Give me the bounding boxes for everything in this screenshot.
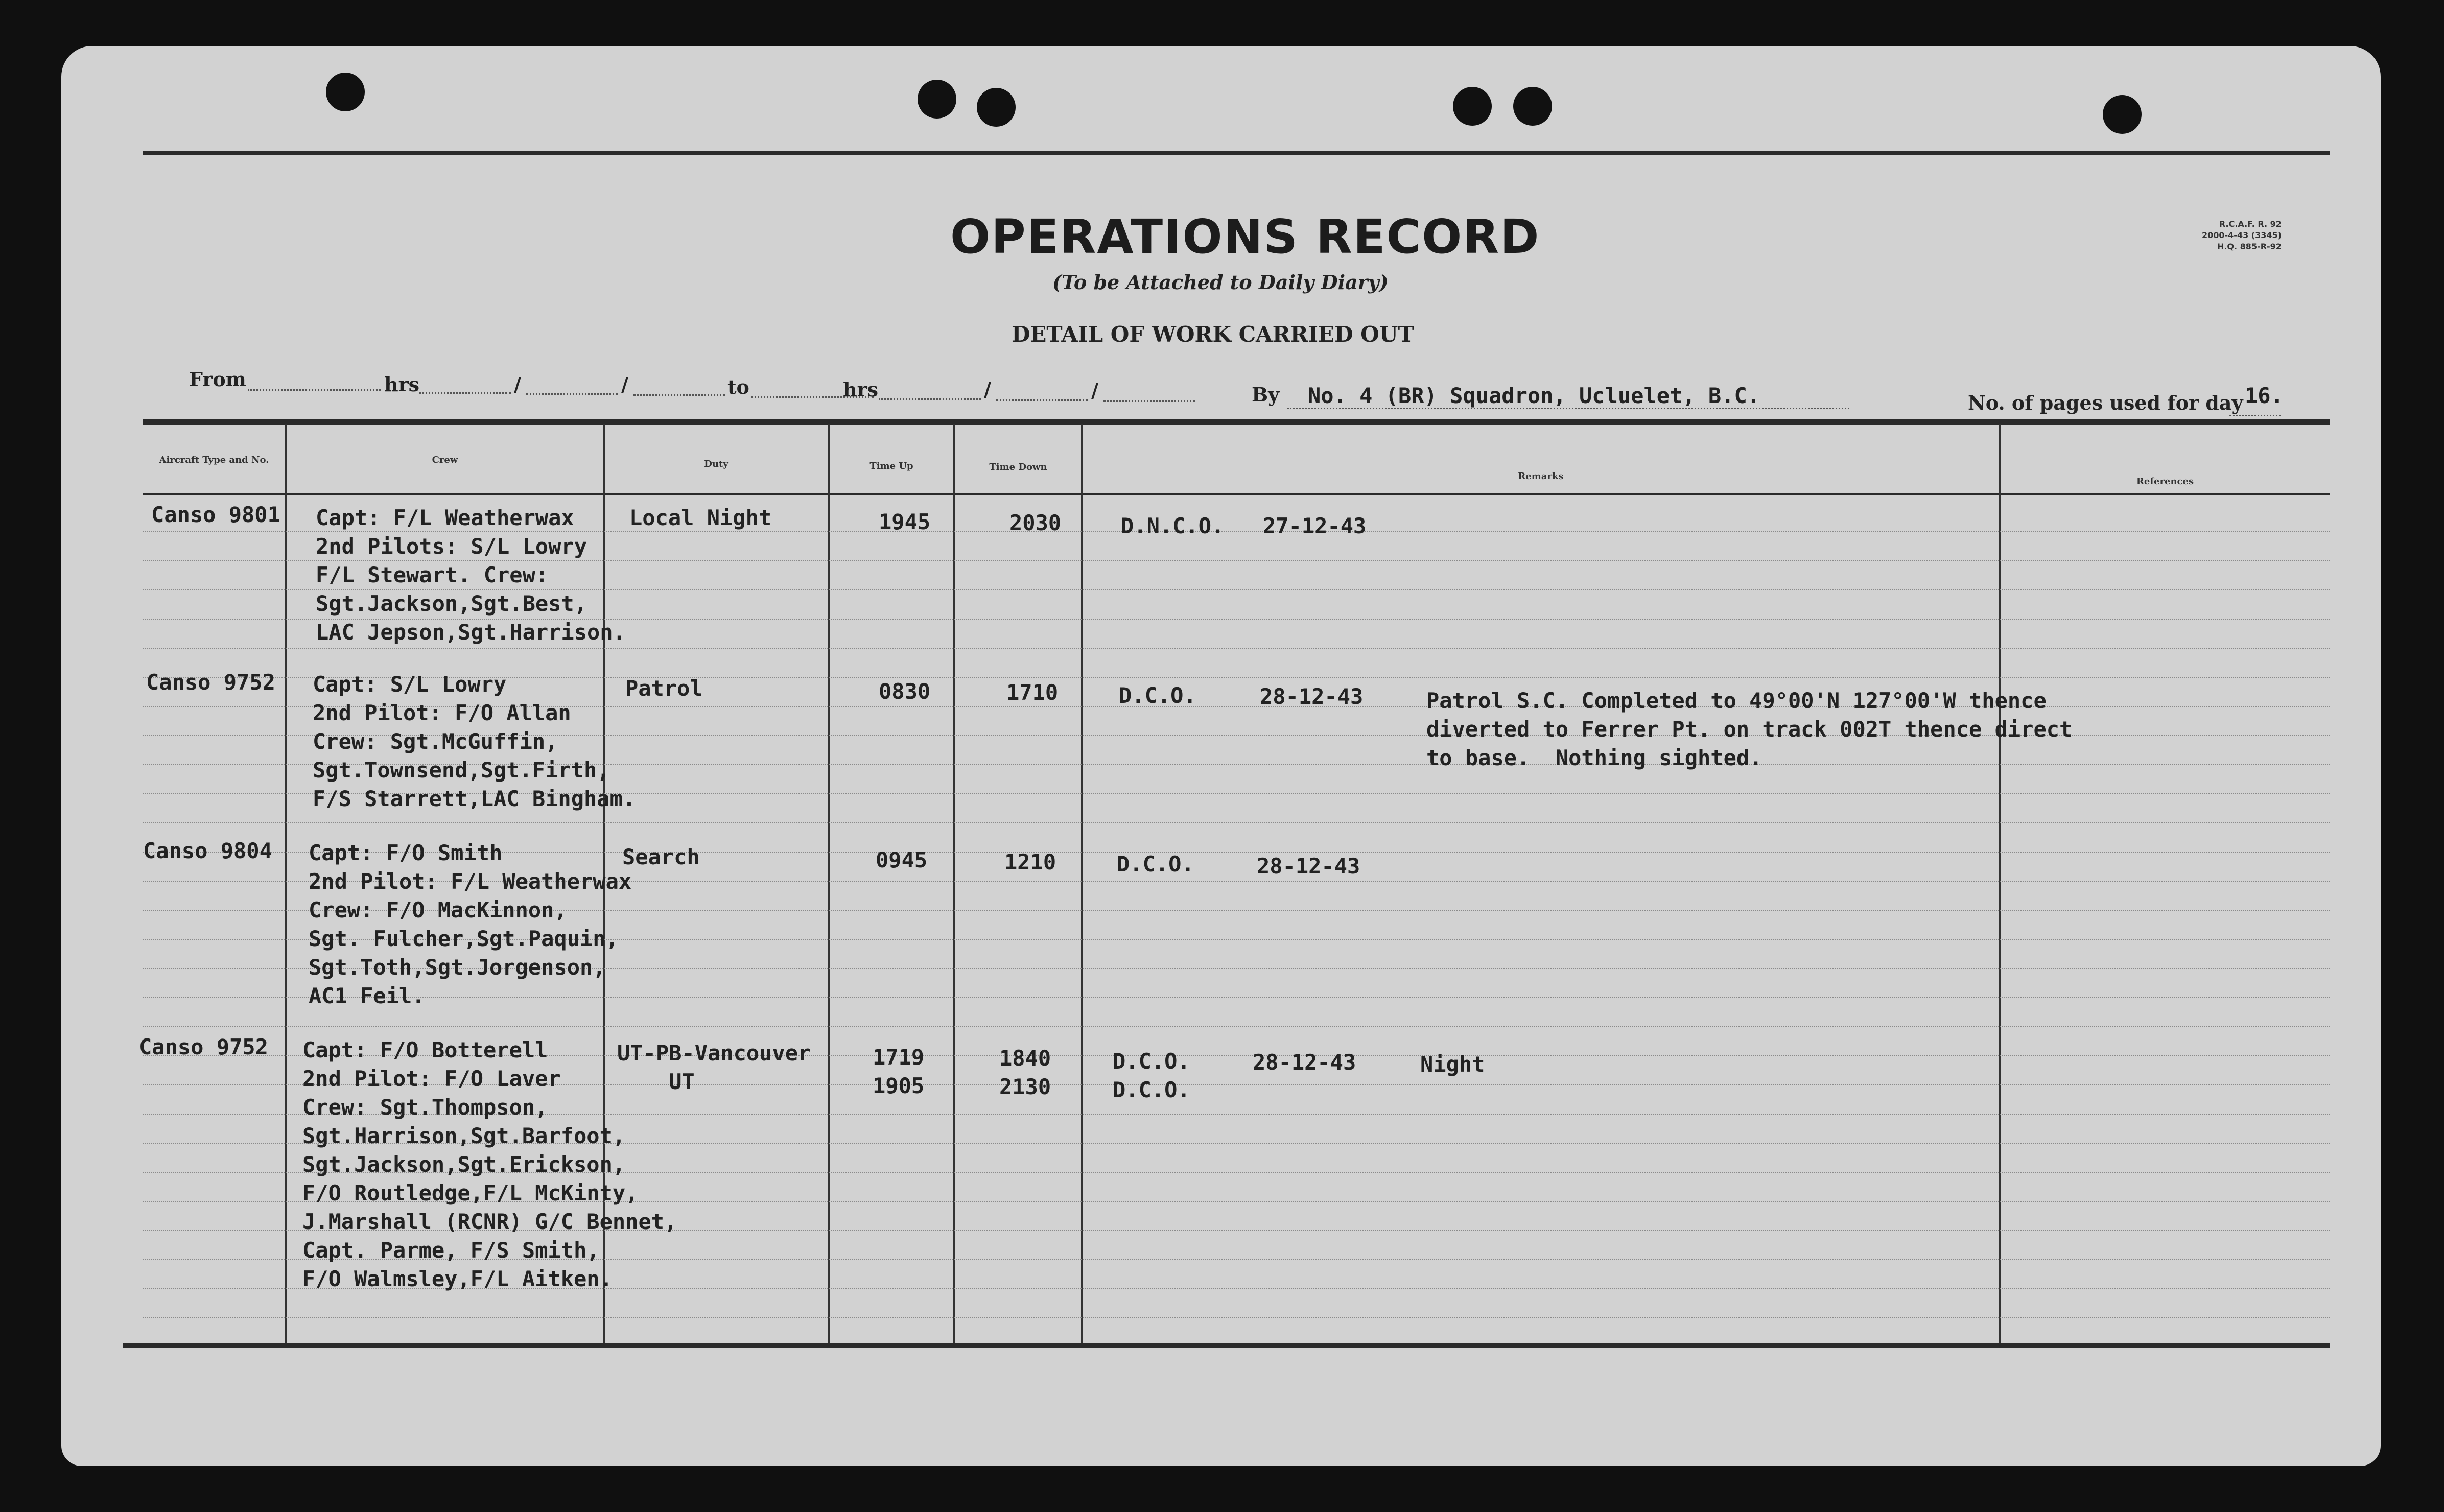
header-bottom-rule	[143, 493, 2330, 495]
entry-2-aircraft: Canso 9752	[146, 670, 275, 695]
entry-2-time-down: 1710	[1006, 680, 1059, 705]
from-slash-2: /	[621, 373, 628, 396]
entry-2-date: 28-12-43	[1260, 684, 1364, 709]
to-day-blank	[996, 399, 1088, 401]
punch-hole-4	[1453, 87, 1492, 126]
to-slash-2: /	[1091, 379, 1098, 402]
form-code: R.C.A.F. R. 92 2000-4-43 (3345) H.Q. 885-R-92	[2202, 219, 2282, 251]
col-header-aircraft: Aircraft Type and No.	[159, 455, 269, 465]
entry-3-time-up: 0945	[876, 847, 928, 872]
to-label: to	[727, 375, 749, 398]
col-header-time-down: Time Down	[989, 462, 1047, 472]
ruled-line	[143, 822, 2330, 823]
from-slash-1: /	[514, 373, 521, 396]
table-top-rule	[143, 419, 2330, 425]
hrs-label-1: hrs	[384, 373, 420, 396]
col-divider-1	[285, 424, 287, 1343]
punch-hole-6	[2103, 95, 2142, 134]
entry-2-time-up: 0830	[879, 679, 931, 704]
entry-3-date: 28-12-43	[1257, 854, 1360, 879]
by-label: By	[1252, 383, 1280, 406]
entry-2-remarks: Patrol S.C. Completed to 49°00'N 127°00'W thence diverted to Ferrer Pt. on track 002T thence direct to base. Nothing sighted.	[1426, 688, 2073, 770]
punch-hole-3	[977, 88, 1016, 127]
pages-label: No. of pages used for day	[1968, 391, 2243, 414]
col-divider-5	[1081, 424, 1083, 1343]
col-header-duty: Duty	[704, 459, 729, 469]
to-month-blank	[1103, 400, 1195, 402]
top-rule	[143, 151, 2330, 155]
entry-3-time-down: 1210	[1004, 849, 1056, 875]
entry-3-officer: D.C.O.	[1117, 852, 1194, 877]
entry-3-crew: Capt: F/O Smith 2nd Pilot: F/L Weatherwax Crew: F/O MacKinnon, Sgt. Fulcher,Sgt.Paquin, Sgt.Toth,Sgt.Jorgenson, AC1 Feil.	[309, 840, 632, 1008]
entry-1-time-down: 2030	[1009, 510, 1062, 535]
entry-3-duty: Search	[622, 844, 700, 869]
table-bottom-rule	[123, 1343, 2330, 1348]
col-divider-4	[953, 424, 955, 1343]
entry-3-aircraft: Canso 9804	[143, 838, 272, 863]
col-divider-3	[828, 424, 830, 1343]
entry-2-officer: D.C.O.	[1119, 683, 1196, 708]
entry-1-aircraft: Canso 9801	[151, 502, 280, 527]
pages-value: 16.	[2245, 383, 2284, 408]
entry-4-crew: Capt: F/O Botterell 2nd Pilot: F/O Laver Crew: Sgt.Thompson, Sgt.Harrison,Sgt.Barfoot, Sgt.Jackson,Sgt.Erickson, F/O Routledge,F/L McKinty, J.Marshall (RCNR) G/C Bennet, Capt. Parme, F/S Smith, F/O Walmsley,F/L Aitken.	[302, 1037, 677, 1291]
entry-1-crew: Capt: F/L Weatherwax 2nd Pilots: S/L Lowry F/L Stewart. Crew: Sgt.Jackson,Sgt.Best, LAC Jepson,Sgt.Harrison.	[316, 505, 626, 645]
form-title: OPERATIONS RECORD	[950, 209, 1540, 264]
entry-1-time-up: 1945	[879, 509, 931, 534]
ruled-line	[143, 1026, 2330, 1027]
col-header-crew: Crew	[432, 455, 458, 465]
col-header-remarks: Remarks	[1518, 471, 1564, 482]
from-day-blank	[526, 393, 618, 395]
punch-hole-2	[918, 80, 956, 119]
entry-4-time-up: 1719 1905	[873, 1045, 925, 1098]
from-blank	[248, 389, 381, 391]
entry-4-aircraft: Canso 9752	[139, 1034, 268, 1059]
to-slash-1: /	[984, 378, 991, 401]
from-month-blank	[633, 394, 725, 396]
entry-2-duty: Patrol	[625, 676, 703, 701]
squadron-value: No. 4 (BR) Squadron, Ucluelet, B.C.	[1308, 383, 1760, 408]
entry-1-duty: Local Night	[629, 505, 772, 530]
entry-2-crew: Capt: S/L Lowry 2nd Pilot: F/O Allan Crew: Sgt.McGuffin, Sgt.Townsend,Sgt.Firth, F/S Starrett,LAC Bingham.	[313, 672, 636, 811]
punch-hole-5	[1513, 87, 1552, 126]
ruled-line	[143, 1317, 2330, 1318]
form-detail-heading: DETAIL OF WORK CARRIED OUT	[1012, 322, 1414, 347]
punch-hole-1	[326, 73, 365, 111]
operations-record-card	[61, 46, 2381, 1466]
entry-1-date: 27-12-43	[1263, 513, 1367, 538]
col-header-references: References	[2136, 476, 2194, 487]
entry-4-time-down: 1840 2130	[999, 1046, 1051, 1099]
hrs-label-2: hrs	[843, 378, 879, 401]
entry-4-date: 28-12-43	[1253, 1050, 1356, 1075]
form-subtitle: (To be Attached to Daily Diary)	[1052, 271, 1389, 294]
to-hrs-blank	[879, 398, 981, 400]
from-hrs-blank	[419, 392, 511, 394]
ruled-line	[143, 648, 2330, 649]
entry-1-officer: D.N.C.O.	[1121, 513, 1225, 538]
from-label: From	[189, 368, 246, 391]
entry-4-officer: D.C.O. D.C.O.	[1113, 1049, 1190, 1102]
entry-4-duty: UT-PB-Vancouver UT	[617, 1041, 811, 1094]
col-divider-6	[1999, 424, 2001, 1343]
pages-blank	[2229, 415, 2281, 416]
entry-4-remarks: Night	[1420, 1052, 1485, 1077]
col-header-time-up: Time Up	[870, 461, 913, 471]
